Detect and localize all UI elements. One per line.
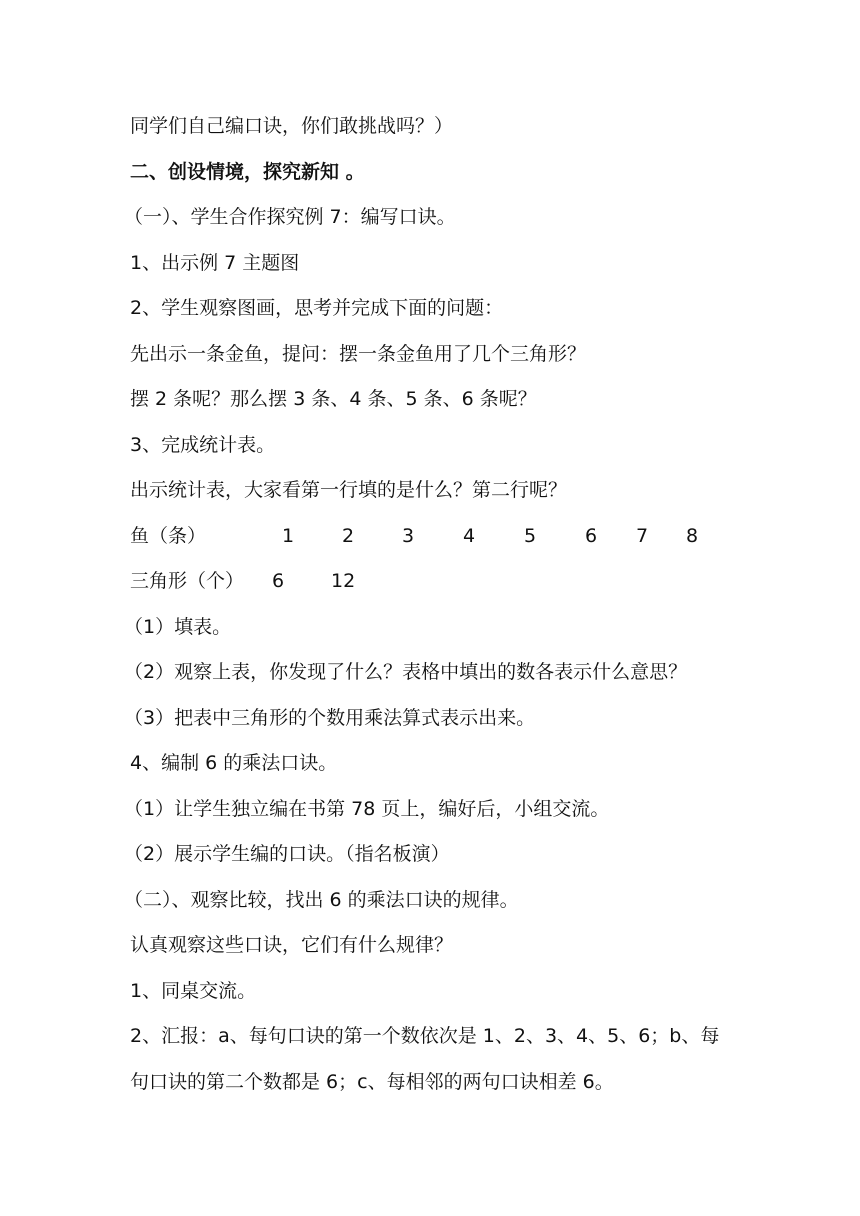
table-cell: 5 bbox=[524, 524, 537, 547]
paragraph: 摆 2 条呢？那么摆 3 条、4 条、5 条、6 条呢？ bbox=[130, 388, 537, 410]
document-body bbox=[124, 112, 750, 1113]
paragraph: （2）展示学生编的口诀。（指名板演） bbox=[124, 843, 450, 865]
table-row-label: 三角形（个） bbox=[130, 570, 245, 592]
paragraph: （2）观察上表，你发现了什么？表格中填出的数各表示什么意思？ bbox=[124, 661, 688, 683]
paragraph: 4、编制 6 的乘法口诀。 bbox=[130, 752, 338, 774]
table-cell: 6 bbox=[585, 524, 598, 547]
paragraph-line: 2、汇报：a、每句口诀的第一个数依次是 1、2、3、4、5、6；b、每 bbox=[130, 1025, 720, 1047]
paragraph: 2、学生观察图画，思考并完成下面的问题： bbox=[130, 297, 504, 319]
paragraph-line: 句口诀的第二个数都是 6；c、每相邻的两句口诀相差 6。 bbox=[130, 1070, 614, 1093]
stat-table-row-triangles bbox=[130, 567, 750, 595]
table-cell: 7 bbox=[636, 524, 649, 547]
table-cell: 12 bbox=[331, 570, 356, 592]
section-heading: 二、创设情境，探究新知 。 bbox=[130, 160, 365, 183]
table-cell: 1 bbox=[282, 524, 295, 547]
paragraph: （1）填表。 bbox=[124, 615, 232, 638]
stat-table-row-fish bbox=[130, 522, 750, 550]
paragraph: 先出示一条金鱼，提问：摆一条金鱼用了几个三角形？ bbox=[130, 342, 587, 365]
table-cell: 2 bbox=[342, 524, 355, 547]
table-cell: 8 bbox=[686, 524, 699, 547]
table-cell: 4 bbox=[463, 524, 476, 547]
paragraph: 1、出示例 7 主题图 bbox=[130, 251, 300, 274]
paragraph: 3、完成统计表。 bbox=[130, 433, 276, 456]
paragraph: 同学们自己编口诀，你们敢挑战吗？） bbox=[130, 115, 454, 137]
table-cell: 3 bbox=[402, 524, 415, 547]
paragraph: （1）让学生独立编在书第 78 页上，编好后，小组交流。 bbox=[124, 797, 610, 820]
table-row-label: 鱼（条） bbox=[130, 524, 207, 547]
table-cell: 6 bbox=[272, 570, 285, 592]
paragraph: （3）把表中三角形的个数用乘法算式表示出来。 bbox=[124, 706, 536, 729]
subsection-heading: （一）、学生合作探究例 7：编写口诀。 bbox=[124, 206, 456, 228]
paragraph: 认真观察这些口诀，它们有什么规律？ bbox=[130, 934, 454, 956]
subsection-heading: （二）、观察比较，找出 6 的乘法口诀的规律。 bbox=[124, 888, 519, 911]
paragraph bbox=[130, 1022, 750, 1096]
paragraph: 1、同桌交流。 bbox=[130, 979, 257, 1002]
paragraph: 出示统计表，大家看第一行填的是什么？第二行呢？ bbox=[130, 479, 568, 501]
